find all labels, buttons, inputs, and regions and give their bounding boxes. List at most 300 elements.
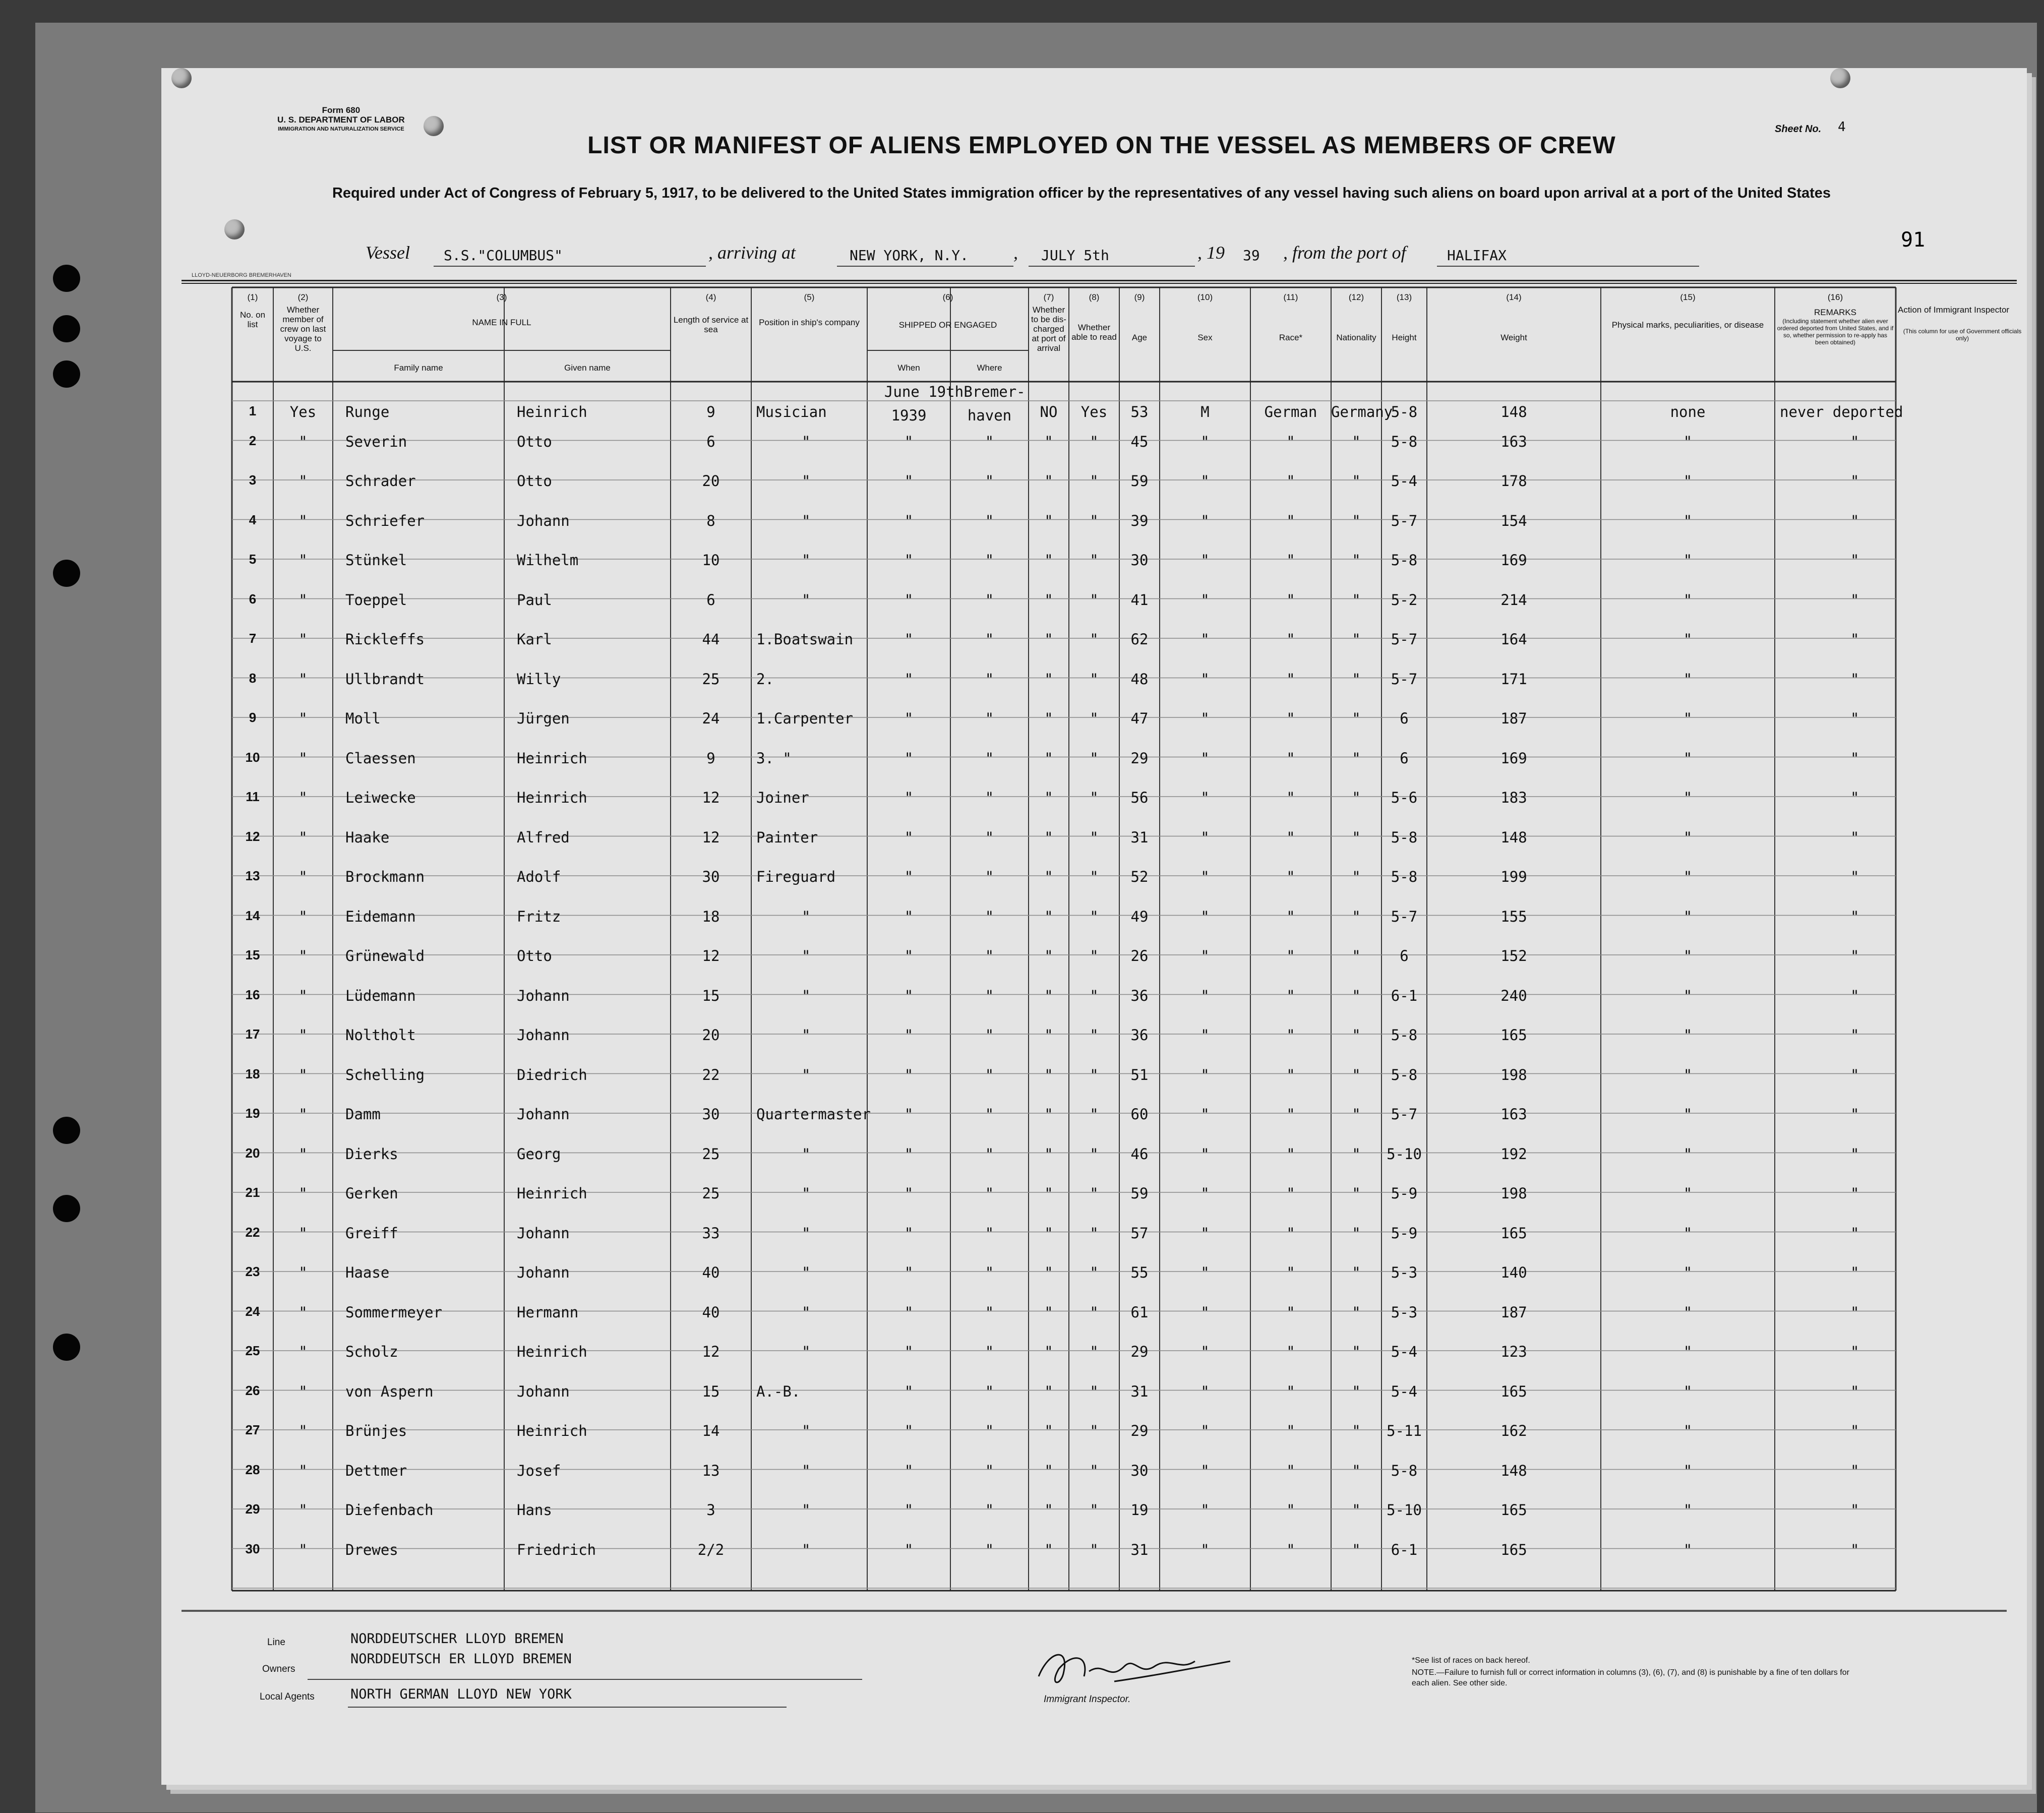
arrival-date: JULY 5th <box>1041 247 1109 264</box>
cell-race: " <box>1286 828 1295 846</box>
cell-nat: " <box>1352 472 1361 490</box>
cell-read: " <box>1090 552 1099 569</box>
cell-phys: " <box>1683 1066 1693 1083</box>
cell-length: 20 <box>702 1026 720 1044</box>
cell-family: Schriefer <box>345 512 425 529</box>
cell-family: Diefenbach <box>345 1501 434 1519</box>
cell-race: " <box>1286 749 1295 767</box>
cell-no: 9 <box>249 710 257 725</box>
cell-given: Adolf <box>517 868 561 885</box>
binder-hole <box>53 560 80 587</box>
cell-family: Dierks <box>345 1145 398 1163</box>
cell-age: 52 <box>1130 868 1149 885</box>
cell-disch: " <box>1044 1066 1053 1083</box>
cell-given: Johann <box>517 512 570 529</box>
cell-when: " <box>904 472 914 490</box>
cell-length: 30 <box>702 1106 720 1123</box>
cell-no: 5 <box>249 552 257 567</box>
cell-remarks: " <box>1850 1303 1859 1321</box>
cell-disch: " <box>1044 987 1053 1004</box>
header-able-read: Whether able to read <box>1071 323 1117 342</box>
cell-weight: 187 <box>1500 1303 1527 1321</box>
cell-position: 2. <box>756 670 774 688</box>
cell-where: " <box>985 1264 994 1281</box>
cell-given: Jürgen <box>517 710 570 727</box>
cell-position: " <box>802 1462 811 1479</box>
cell-given: Wilhelm <box>517 552 579 569</box>
cell-when: " <box>904 947 914 964</box>
cell-weight: 199 <box>1500 868 1527 885</box>
cell-sex: " <box>1200 472 1210 490</box>
cell-member: " <box>298 1462 308 1479</box>
cell-where: " <box>985 670 994 688</box>
from-port: HALIFAX <box>1447 247 1507 264</box>
cell-member: " <box>298 1106 308 1123</box>
cell-when: " <box>904 1185 914 1202</box>
cell-weight: 198 <box>1500 1185 1527 1202</box>
cell-race: " <box>1286 1501 1295 1519</box>
cell-where: " <box>985 591 994 609</box>
cell-no: 20 <box>245 1145 260 1161</box>
cell-when: " <box>904 1303 914 1321</box>
cell-age: 61 <box>1130 1303 1149 1321</box>
cell-when: " <box>904 828 914 846</box>
cell-read: " <box>1090 670 1099 688</box>
cell-disch: " <box>1044 1303 1053 1321</box>
cell-sex: " <box>1200 1501 1210 1519</box>
header-family-name: Family name <box>394 363 443 373</box>
cell-when: " <box>904 1264 914 1281</box>
cell-family: Dettmer <box>345 1462 407 1479</box>
cell-race: " <box>1286 1462 1295 1479</box>
cell-member: " <box>298 1422 308 1439</box>
cell-position: " <box>802 1303 811 1321</box>
cell-where: " <box>985 512 994 529</box>
column-number: (15) <box>1680 292 1696 302</box>
cell-when: " <box>904 868 914 885</box>
cell-phys: " <box>1683 1264 1693 1281</box>
cell-member: " <box>298 947 308 964</box>
cell-when: " <box>904 1422 914 1439</box>
cell-family: Eidemann <box>345 908 416 925</box>
cell-disch: " <box>1044 1106 1053 1123</box>
cell-position: " <box>802 1343 811 1360</box>
page-number: 91 <box>1901 228 1926 252</box>
cell-sex: " <box>1200 1224 1210 1242</box>
cell-disch: " <box>1044 749 1053 767</box>
cell-where: " <box>985 1501 994 1519</box>
cell-remarks: " <box>1850 1185 1859 1202</box>
cell-sex: " <box>1200 789 1210 806</box>
cell-family: Drewes <box>345 1541 398 1558</box>
page-title: LIST OR MANIFEST OF ALIENS EMPLOYED ON THE VESSEL AS MEMBERS OF CREW <box>587 132 1616 159</box>
cell-age: 31 <box>1130 1382 1149 1400</box>
cell-sex: " <box>1200 1106 1210 1123</box>
cell-phys: " <box>1683 1382 1693 1400</box>
cell-where: " <box>985 1066 994 1083</box>
cell-position: " <box>802 1145 811 1163</box>
cell-length: 6 <box>706 591 715 609</box>
header-position: Position in ship's company <box>759 318 860 327</box>
line-value: NORDDEUTSCHER LLOYD BREMEN <box>350 1631 564 1647</box>
cell-height: 5-11 <box>1387 1422 1422 1439</box>
header-shipped: SHIPPED OR ENGAGED <box>898 320 997 330</box>
cell-remarks: " <box>1850 670 1859 688</box>
cell-nat: " <box>1352 987 1361 1004</box>
cell-read: " <box>1090 1264 1099 1281</box>
cell-when: " <box>904 1382 914 1400</box>
cell-weight: 123 <box>1500 1343 1527 1360</box>
cell-position: " <box>802 1422 811 1439</box>
cell-sex: " <box>1200 1185 1210 1202</box>
cell-age: 31 <box>1130 1541 1149 1558</box>
cell-height: 5-10 <box>1387 1501 1422 1519</box>
cell-family: Moll <box>345 710 381 727</box>
cell-phys: " <box>1683 947 1693 964</box>
cell-height: 5-8 <box>1391 1462 1418 1479</box>
cell-read: " <box>1090 1026 1099 1044</box>
owners-label: Owners <box>262 1664 295 1674</box>
cell-age: 57 <box>1130 1224 1149 1242</box>
cell-given: Fritz <box>517 908 561 925</box>
cell-height: 6-1 <box>1391 1541 1418 1558</box>
cell-sex: " <box>1200 1541 1210 1558</box>
cell-where: " <box>985 1026 994 1044</box>
cell-read: " <box>1090 749 1099 767</box>
cell-given: Georg <box>517 1145 561 1163</box>
cell-disch: " <box>1044 789 1053 806</box>
cell-phys: " <box>1683 789 1693 806</box>
agents-value: NORTH GERMAN LLOYD NEW YORK <box>350 1686 572 1702</box>
cell-where-line1: Bremer- <box>964 383 1026 400</box>
cell-remarks: " <box>1850 749 1859 767</box>
cell-position: " <box>802 1066 811 1083</box>
cell-remarks: " <box>1850 591 1859 609</box>
cell-member: " <box>298 1026 308 1044</box>
cell-where-line2: haven <box>967 407 1012 424</box>
cell-phys: none <box>1670 403 1706 420</box>
cell-remarks: " <box>1850 1501 1859 1519</box>
cell-height: 5-8 <box>1391 868 1418 885</box>
cell-race: " <box>1286 987 1295 1004</box>
cell-remarks: " <box>1850 1422 1859 1439</box>
cell-remarks: " <box>1850 512 1859 529</box>
cell-phys: " <box>1683 1026 1693 1044</box>
cell-nat: " <box>1352 512 1361 529</box>
cell-remarks: " <box>1850 1224 1859 1242</box>
cell-height: 5-7 <box>1391 670 1418 688</box>
cell-height: 5-8 <box>1391 433 1418 450</box>
cell-read: " <box>1090 591 1099 609</box>
inspector-signature <box>1029 1641 1240 1697</box>
cell-height: 5-7 <box>1391 1106 1418 1123</box>
cell-disch: " <box>1044 1382 1053 1400</box>
cell-given: Johann <box>517 1224 570 1242</box>
cell-age: 53 <box>1130 403 1149 420</box>
cell-sex: " <box>1200 749 1210 767</box>
owners-value: NORDDEUTSCH ER LLOYD BREMEN <box>350 1651 572 1667</box>
cell-remarks: " <box>1850 789 1859 806</box>
cell-race: " <box>1286 670 1295 688</box>
cell-given: Heinrich <box>517 1343 587 1360</box>
cell-read: " <box>1090 1224 1099 1242</box>
cell-length: 9 <box>706 749 715 767</box>
cell-height: 5-6 <box>1391 789 1418 806</box>
cell-no: 10 <box>245 749 260 765</box>
cell-weight: 163 <box>1500 1106 1527 1123</box>
cell-age: 39 <box>1130 512 1149 529</box>
header-age: Age <box>1131 333 1148 342</box>
cell-member: " <box>298 1185 308 1202</box>
cell-given: Heinrich <box>517 749 587 767</box>
cell-phys: " <box>1683 1303 1693 1321</box>
from-label: , from the port of <box>1283 243 1406 263</box>
cell-given: Diedrich <box>517 1066 587 1083</box>
cell-length: 14 <box>702 1422 720 1439</box>
cell-nat: " <box>1352 789 1361 806</box>
cell-read: " <box>1090 947 1099 964</box>
column-number: (12) <box>1348 292 1364 302</box>
cell-read: " <box>1090 987 1099 1004</box>
cell-nat: " <box>1352 828 1361 846</box>
races-note: *See list of races on back hereof. <box>1412 1656 1530 1665</box>
cell-age: 47 <box>1130 710 1149 727</box>
cell-when: " <box>904 749 914 767</box>
cell-member: " <box>298 472 308 490</box>
cell-when: " <box>904 1501 914 1519</box>
header-action: Action of Immigrant Inspector <box>1898 305 2010 315</box>
cell-length: 30 <box>702 868 720 885</box>
cell-length: 40 <box>702 1264 720 1281</box>
cell-length: 25 <box>702 1145 720 1163</box>
cell-age: 41 <box>1130 591 1149 609</box>
cell-nat: " <box>1352 1462 1361 1479</box>
column-number: (4) <box>705 292 716 302</box>
column-number: (9) <box>1134 292 1145 302</box>
cell-position: Musician <box>756 403 827 420</box>
cell-sex: " <box>1200 1264 1210 1281</box>
cell-no: 21 <box>245 1185 260 1200</box>
cell-where: " <box>985 1185 994 1202</box>
cell-disch: " <box>1044 670 1053 688</box>
cell-length: 12 <box>702 789 720 806</box>
cell-family: Brünjes <box>345 1422 407 1439</box>
header-action-note: (This column for use of Government officials only) <box>1903 328 2022 342</box>
cell-height: 5-3 <box>1391 1303 1418 1321</box>
cell-age: 45 <box>1130 433 1149 450</box>
cell-weight: 162 <box>1500 1422 1527 1439</box>
cell-sex: " <box>1200 947 1210 964</box>
cell-sex: " <box>1200 1343 1210 1360</box>
cell-member: " <box>298 1303 308 1321</box>
cell-position: " <box>802 1541 811 1558</box>
cell-sex: " <box>1200 1422 1210 1439</box>
service-name: IMMIGRATION AND NATURALIZATION SERVICE <box>278 126 404 132</box>
cell-sex: " <box>1200 987 1210 1004</box>
cell-nat: " <box>1352 670 1361 688</box>
cell-weight: 178 <box>1500 472 1527 490</box>
cell-race: " <box>1286 552 1295 569</box>
cell-age: 46 <box>1130 1145 1149 1163</box>
cell-family: Sommermeyer <box>345 1303 443 1321</box>
cell-position: " <box>802 1264 811 1281</box>
binder-hole <box>53 1117 80 1144</box>
cell-given: Hermann <box>517 1303 579 1321</box>
header-given-name: Given name <box>564 363 611 373</box>
cell-phys: " <box>1683 1501 1693 1519</box>
cell-race: " <box>1286 710 1295 727</box>
cell-height: 5-4 <box>1391 472 1418 490</box>
cell-when: " <box>904 1066 914 1083</box>
header-race: Race* <box>1279 333 1303 342</box>
cell-no: 11 <box>246 789 260 804</box>
cell-weight: 187 <box>1500 710 1527 727</box>
cell-no: 1 <box>249 403 257 418</box>
cell-nat: " <box>1352 947 1361 964</box>
cell-position: " <box>802 1026 811 1044</box>
cell-weight: 169 <box>1500 552 1527 569</box>
cell-position: " <box>802 552 811 569</box>
cell-remarks: " <box>1850 1343 1859 1360</box>
cell-remarks: " <box>1850 433 1859 450</box>
printer-tag: LLOYD-NEUERBORG BREMERHAVEN <box>192 272 291 278</box>
cell-position: " <box>802 472 811 490</box>
cell-member: " <box>298 631 308 648</box>
cell-member: " <box>298 1066 308 1083</box>
cell-position: Joiner <box>756 789 809 806</box>
cell-position: Fireguard <box>756 868 836 885</box>
cell-no: 15 <box>245 947 260 962</box>
cell-position: " <box>802 987 811 1004</box>
cell-sex: " <box>1200 908 1210 925</box>
cell-remarks: " <box>1850 1541 1859 1558</box>
cell-weight: 155 <box>1500 908 1527 925</box>
cell-member: Yes <box>289 403 317 420</box>
cell-remarks: " <box>1850 1066 1859 1083</box>
cell-remarks: " <box>1850 710 1859 727</box>
column-number: (1) <box>247 292 258 302</box>
cell-when: " <box>904 1224 914 1242</box>
cell-length: 12 <box>702 828 720 846</box>
cell-family: Toeppel <box>345 591 407 609</box>
cell-where: " <box>985 789 994 806</box>
cell-height: 6 <box>1400 947 1409 964</box>
cell-phys: " <box>1683 908 1693 925</box>
cell-sex: " <box>1200 868 1210 885</box>
cell-nat: " <box>1352 1224 1361 1242</box>
cell-height: 6 <box>1400 749 1409 767</box>
cell-when-line1: June 19th <box>884 383 964 400</box>
cell-height: 5-7 <box>1391 908 1418 925</box>
cell-family: Haase <box>345 1264 390 1281</box>
header-remarks: REMARKS <box>1814 308 1857 317</box>
cell-member: " <box>298 908 308 925</box>
cell-age: 59 <box>1130 472 1149 490</box>
cell-weight: 164 <box>1500 631 1527 648</box>
cell-disch: NO <box>1040 403 1058 420</box>
cell-position: 3. " <box>756 749 792 767</box>
cell-given: Heinrich <box>517 789 587 806</box>
cell-sex: " <box>1200 1026 1210 1044</box>
column-number: (5) <box>804 292 815 302</box>
cell-disch: " <box>1044 512 1053 529</box>
cell-weight: 165 <box>1500 1541 1527 1558</box>
cell-position: Painter <box>756 828 818 846</box>
cell-phys: " <box>1683 1106 1693 1123</box>
cell-no: 26 <box>245 1382 260 1398</box>
cell-race: " <box>1286 512 1295 529</box>
cell-family: Scholz <box>345 1343 398 1360</box>
cell-family: Schrader <box>345 472 416 490</box>
cell-read: " <box>1090 868 1099 885</box>
column-number: (11) <box>1283 292 1298 302</box>
cell-member: " <box>298 1343 308 1360</box>
cell-given: Karl <box>517 631 552 648</box>
cell-family: Greiff <box>345 1224 398 1242</box>
cell-sex: " <box>1200 670 1210 688</box>
cell-no: 22 <box>245 1224 260 1240</box>
cell-position: " <box>802 1185 811 1202</box>
cell-family: Gerken <box>345 1185 398 1202</box>
cell-no: 24 <box>245 1303 260 1319</box>
cell-nat: " <box>1352 1541 1361 1558</box>
cell-height: 5-4 <box>1391 1382 1418 1400</box>
cell-phys: " <box>1683 472 1693 490</box>
header-remarks-note: (Including statement whether alien ever ordered deported from United States, and if so, whether permission to re-apply has been obtained) <box>1777 318 1894 346</box>
cell-remarks: " <box>1850 987 1859 1004</box>
cell-read: " <box>1090 512 1099 529</box>
cell-read: " <box>1090 1185 1099 1202</box>
cell-remarks: " <box>1850 631 1859 648</box>
cell-member: " <box>298 1382 308 1400</box>
cell-family: Haake <box>345 828 390 846</box>
cell-remarks: " <box>1850 552 1859 569</box>
cell-length: 18 <box>702 908 720 925</box>
cell-family: Claessen <box>345 749 416 767</box>
cell-position: 1.Carpenter <box>756 710 854 727</box>
cell-height: 6 <box>1400 710 1409 727</box>
cell-age: 31 <box>1130 828 1149 846</box>
column-number: (13) <box>1396 292 1412 302</box>
cell-no: 28 <box>245 1462 260 1477</box>
cell-age: 29 <box>1130 749 1149 767</box>
cell-no: 13 <box>245 868 260 883</box>
cell-where: " <box>985 1462 994 1479</box>
cell-race: " <box>1286 789 1295 806</box>
cell-family: Leiwecke <box>345 789 416 806</box>
cell-sex: " <box>1200 552 1210 569</box>
cell-age: 62 <box>1130 631 1149 648</box>
cell-height: 5-8 <box>1391 552 1418 569</box>
cell-sex: " <box>1200 828 1210 846</box>
cell-age: 51 <box>1130 1066 1149 1083</box>
cell-member: " <box>298 987 308 1004</box>
cell-height: 6-1 <box>1391 987 1418 1004</box>
cell-weight: 165 <box>1500 1224 1527 1242</box>
cell-no: 3 <box>249 472 257 488</box>
cell-disch: " <box>1044 552 1053 569</box>
binder-hole <box>53 360 80 388</box>
cell-sex: " <box>1200 710 1210 727</box>
cell-when: " <box>904 789 914 806</box>
cell-position: " <box>802 433 811 450</box>
cell-nat: " <box>1352 1264 1361 1281</box>
cell-height: 5-8 <box>1391 1026 1418 1044</box>
cell-where: " <box>985 1382 994 1400</box>
cell-length: 25 <box>702 1185 720 1202</box>
cell-race: " <box>1286 472 1295 490</box>
cell-given: Otto <box>517 433 552 450</box>
